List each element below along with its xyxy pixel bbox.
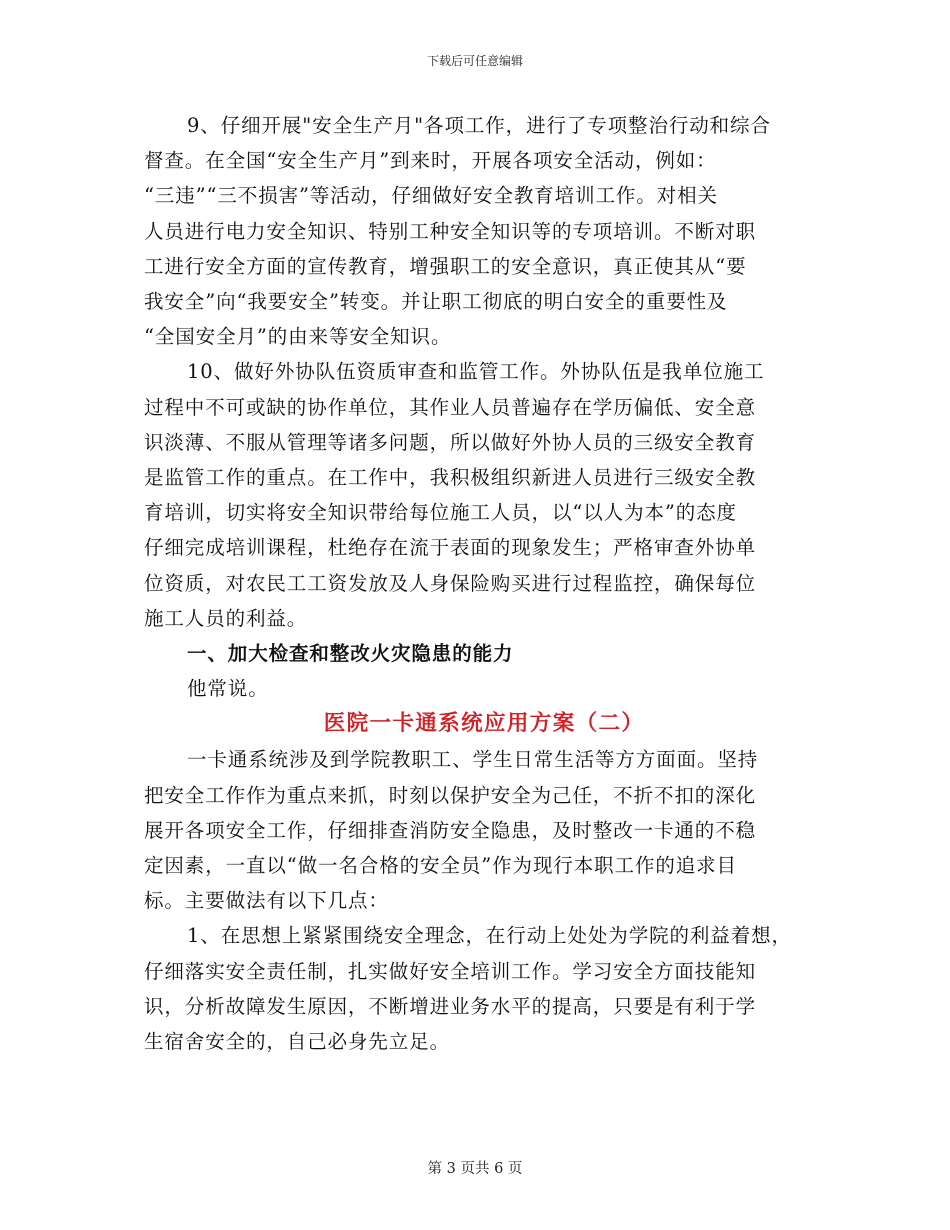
text-line: 1、在思想上紧紧围绕安全理念，在行动上处处为学院的利益着想，: [187, 924, 792, 948]
page-number: 第 3 页共 6 页: [427, 1161, 523, 1177]
text-line: 施工人员的利益。: [144, 606, 308, 630]
paragraph-item-1: [144, 918, 806, 1059]
text-line: “全国安全月”的由来等安全知识。: [144, 325, 452, 349]
text-line: “三违”“三不损害”等活动，仔细做好安全教育培训工作。对相关: [144, 184, 718, 208]
text-line: 10、做好外协队伍资质审查和监管工作。外协队伍是我单位施工: [187, 360, 765, 384]
text-line: 我安全”向“我要安全”转变。并让职工彻底的明白安全的重要性及: [144, 290, 728, 314]
text-line: 人员进行电力安全知识、特别工种安全知识等的专项培训。不断对职: [144, 219, 757, 243]
document-body: [144, 108, 806, 1059]
text-line: 过程中不可或缺的协作单位，其作业人员普遍存在学历偏低、安全意: [144, 395, 757, 419]
text-line: 工进行安全方面的宣传教育，增强职工的安全意识，真正使其从“要: [144, 254, 747, 278]
paragraph-item-10: [144, 354, 806, 636]
text-line: 9、仔细开展"安全生产月"各项工作，进行了专项整治行动和综合: [187, 114, 771, 137]
text-line: 位资质，对农民工工资发放及人身保险购买进行过程监控，确保每位: [144, 571, 757, 595]
bold-heading: 一、加大检查和整改火灾隐患的能力: [187, 642, 514, 666]
text-line: 识，分析故障发生原因，不断增进业务水平的提高，只要是有利于学: [144, 994, 757, 1018]
text-line: 是监管工作的重点。在工作中，我积极组织新进人员进行三级安全教: [144, 466, 757, 490]
text-line: 标。主要做法有以下几点：: [144, 889, 389, 913]
paragraph-intro: [144, 742, 806, 918]
text-line: 仔细完成培训课程，杜绝存在流于表面的现象发生；严格审查外协单: [144, 536, 757, 560]
text-line: 育培训，切实将安全知识带给每位施工人员，以“以人为本”的态度: [144, 501, 737, 525]
text-line: 督查。在全国“安全生产月”到来时，开展各项安全活动，例如：: [144, 149, 717, 173]
header-note: 下载后可任意编辑: [426, 54, 523, 68]
short-line: 他常说。: [187, 677, 269, 701]
text-line: 仔细落实安全责任制，扎实做好安全培训工作。学习安全方面技能知: [144, 959, 757, 983]
text-line: 一卡通系统涉及到学院教职工、学生日常生活等方方面面。坚持: [187, 748, 759, 772]
text-line: 把安全工作作为重点来抓，时刻以保护安全为己任，不折不扣的深化: [144, 783, 757, 807]
section-title: 医院一卡通系统应用方案（二）: [323, 711, 645, 737]
text-line: 定因素，一直以“做一名合格的安全员”作为现行本职工作的追求目: [144, 854, 737, 878]
paragraph-item-9: [144, 108, 806, 354]
text-line: 识淡薄、不服从管理等诸多问题，所以做好外协人员的三级安全教育: [144, 430, 757, 454]
text-line: 展开各项安全工作，仔细排查消防安全隐患，及时整改一卡通的不稳: [144, 818, 757, 842]
text-line: 生宿舍安全的，自己必身先立足。: [144, 1030, 451, 1054]
